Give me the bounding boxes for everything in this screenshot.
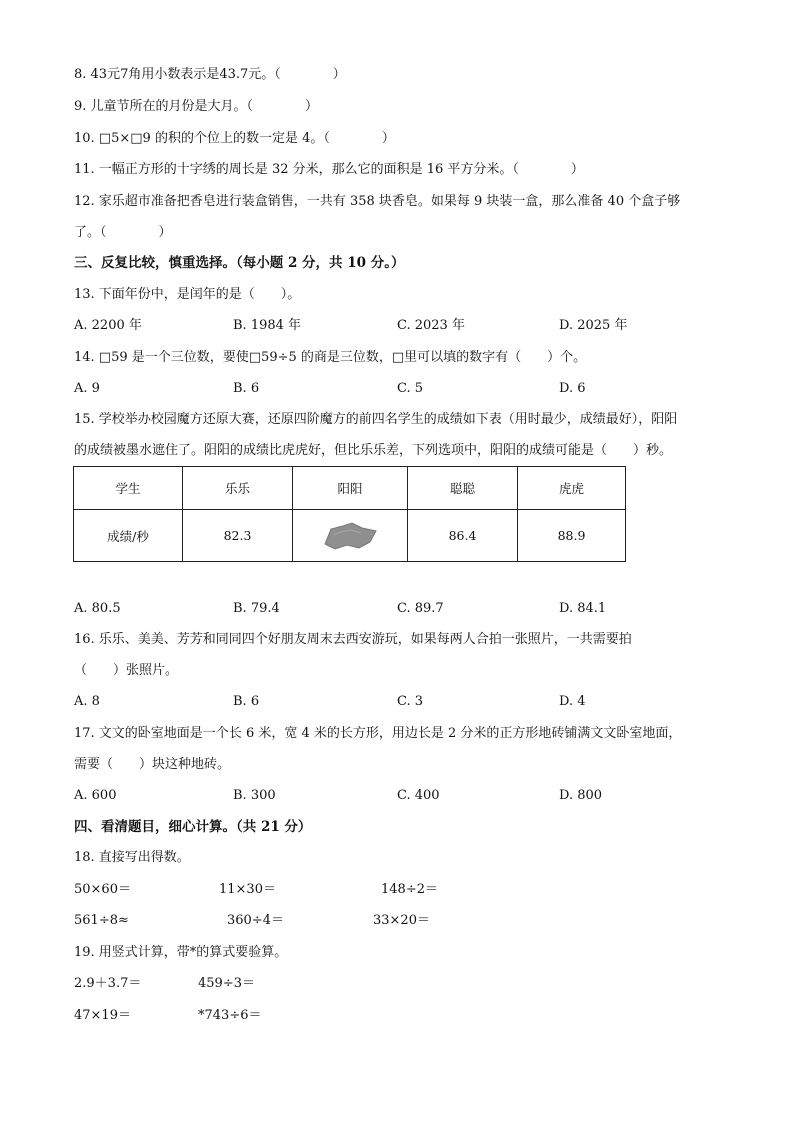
section-4-title: 四、看清题目，细心计算。（共 21 分） [74,819,312,835]
question-13-stem: 13. 下面年份中，是闰年的是（ ）。 [74,287,301,302]
vertical-calc-item: 2.9＋3.7＝ [74,976,142,991]
question-15-stem-line1: 15. 学校举办校园魔方还原大赛，还原四阶魔方的前四名学生的成绩如下表（用时最少，成绩最好），阳阳 [74,412,678,427]
header-lele: 乐乐 [183,467,293,510]
question-16-stem-line1: 16. 乐乐、美美、芳芳和同同四个好朋友周末去西安游玩，如果每两人合拍一张照片，一共需要拍 [74,632,632,647]
question-12-line2: 了。（ ） [74,225,172,240]
score-table [73,466,626,562]
question-17-option-d: D. 800 [559,788,603,803]
ink-stain-icon [321,521,379,551]
score-huhu: 88.9 [518,510,626,562]
section-3-title: 三、反复比较，慎重选择。（每小题 2 分，共 10 分。） [74,255,405,271]
question-16-option-d: D. 4 [559,694,586,709]
question-16-option-c: C. 3 [397,694,424,709]
question-15-option-c: C. 89.7 [397,601,444,616]
calc-item: 11×30＝ [219,882,276,897]
calc-item: 33×20＝ [373,913,430,928]
question-14-option-a: A. 9 [74,381,100,396]
question-15-stem-line2: 的成绩被墨水遮住了。阳阳的成绩比虎虎好，但比乐乐差，下列选项中，阳阳的成绩可能是（ ）秒。 [74,443,673,458]
question-12-line1: 12. 家乐超市准备把香皂进行装盒销售，一共有 358 块香皂。如果每 9 块装一盒，那么准备 40 个盒子够 [74,194,681,209]
header-congcong: 聪聪 [408,467,518,510]
calc-item: 561÷8≈ [74,913,129,928]
question-16-stem-line2: （ ）张照片。 [74,663,179,678]
question-10: 10. □5×□9 的积的个位上的数一定是 4。（ ） [74,131,395,146]
question-16-option-a: A. 8 [74,694,100,709]
vertical-calc-item: *743÷6＝ [198,1008,262,1023]
question-13-option-a: A. 2200 年 [74,318,142,333]
score-congcong: 86.4 [408,510,518,562]
calc-item: 50×60＝ [74,882,131,897]
question-15-option-a: A. 80.5 [74,601,121,616]
calc-item: 360÷4＝ [227,913,284,928]
question-14-option-d: D. 6 [559,381,586,396]
header-yangyang: 阳阳 [293,467,408,510]
question-17-stem-line2: 需要（ ）块这种地砖。 [74,757,231,772]
question-13-option-c: C. 2023 年 [397,318,465,333]
question-15-option-b: B. 79.4 [233,601,280,616]
question-8: 8. 43元7角用小数表示是43.7元。（ ） [74,67,346,82]
question-11: 11. 一幅正方形的十字绣的周长是 32 分米，那么它的面积是 16 平方分米。（ ） [74,162,584,177]
question-15-option-d: D. 84.1 [559,601,607,616]
score-lele: 82.3 [183,510,293,562]
header-huhu: 虎虎 [518,467,626,510]
question-19-stem: 19. 用竖式计算，带*的算式要验算。 [74,945,288,960]
vertical-calc-item: 47×19＝ [74,1008,131,1023]
question-14-option-c: C. 5 [397,381,424,396]
question-17-option-a: A. 600 [74,788,117,803]
score-yangyang-ink-stain [293,510,408,562]
question-13-option-b: B. 1984 年 [233,318,302,333]
question-17-option-c: C. 400 [397,788,440,803]
calc-item: 148÷2＝ [381,882,438,897]
question-14-option-b: B. 6 [233,381,260,396]
question-9: 9. 儿童节所在的月份是大月。（ ） [74,99,319,114]
question-13-option-d: D. 2025 年 [559,318,628,333]
header-student: 学生 [74,467,183,510]
question-17-option-b: B. 300 [233,788,276,803]
question-17-stem-line1: 17. 文文的卧室地面是一个长 6 米，宽 4 米的长方形，用边长是 2 分米的正方形地砖铺满文文卧室地面， [74,726,682,741]
question-16-option-b: B. 6 [233,694,260,709]
vertical-calc-item: 459÷3＝ [198,976,255,991]
row-label-score: 成绩/秒 [74,510,183,562]
score-table-value-row [74,510,626,562]
score-table-header-row [74,467,626,510]
question-18-stem: 18. 直接写出得数。 [74,850,190,865]
question-14-stem: 14. □59 是一个三位数，要使□59÷5 的商是三位数，□里可以填的数字有（ ）个。 [74,350,587,365]
